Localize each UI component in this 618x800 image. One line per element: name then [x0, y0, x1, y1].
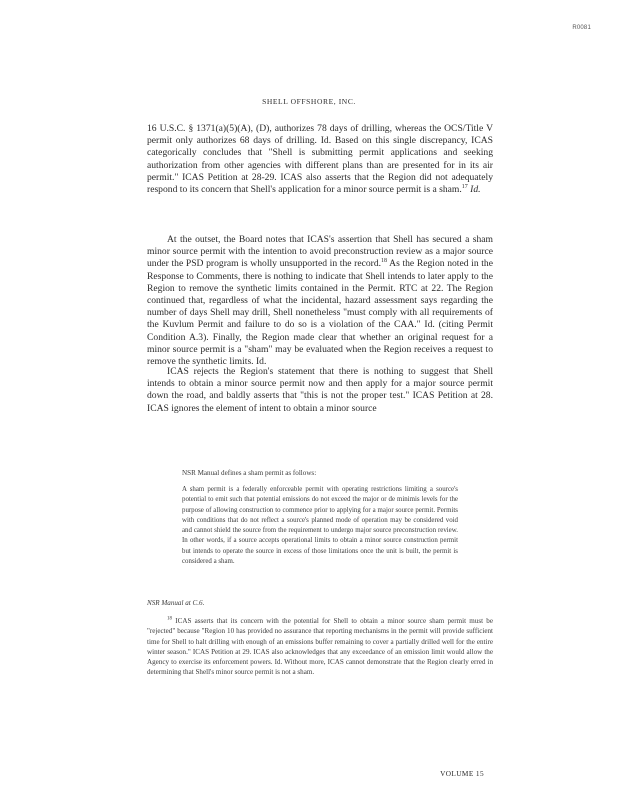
footnote-intro: NSR Manual defines a sham permit as follows: [182, 469, 317, 477]
paragraph-1-end: Id. [467, 184, 481, 196]
footnote-citation: NSR Manual at C.6. [147, 599, 205, 607]
footnote-blockquote: A sham permit is a federally enforceable permit with operating restrictions limiting a source's potential to emit such that potential emissions do not exceed the major or de minimis levels for the purpose of allowing construction to commence prior to applying for a major source permit. Permits with conditions that do not reflect a source's planned mode of operation may be considered void and cannot shield the source from the requirement to undergo major source preconstruction review. In other words, if a source accepts operational limits to obtain a minor source construction permit but intends to operate the source in excess of those limitations once the unit is built, the permit is considered a sham. [182, 486, 458, 566]
paragraph-1-text: 16 U.S.C. § 1371(a)(5)(A), (D), authorizes 78 days of drilling, whereas the OCS/Title V permit only authorizes 68 days of drilling. Id. Based on this single discrepancy, ICAS categorically concludes that "Shell is submitting permit applications and seeking authorization from other agencies with different plans than are presented for in its air permit." ICAS Petition at 28-29. ICAS also asserts that the Region did not adequately respond to its concern that Shell's application for a minor source permit is a sham. [147, 123, 493, 196]
footnote-18-text: ICAS asserts that its concern with the potential for Shell to obtain a minor source sham permit must be "rejected" because "Region 10 has provided no assurance that reporting mechanisms in the permit will provide sufficient time for Shell to halt drilling with enough of an emissions buffer remaining to cover a partially drilled well for the entire winter season." ICAS Petition at 29. ICAS also acknowledges that any exceedance of an emission limit would allow the Agency to exercise its enforcement powers. Id. Without more, ICAS cannot demonstrate that the Region clearly erred in determining that Shell's minor source permit is not a sham. [147, 617, 493, 677]
body-paragraph-3 [147, 366, 493, 415]
footnote-18-mark: 18 [167, 616, 172, 622]
body-paragraph-2 [147, 234, 493, 368]
paragraph-2-continuation: As the Region noted in the Response to Comments, there is nothing to indicate that Shell intends to later apply to the Region to remove the synthetic limits contained in the Permit. RTC at 22. The Region continued that, regardless of what the incidental, hazard assessment says regarding the number of days Shell may drill, Shell nonetheless "must comply with all requirements of the Kuvlum Permit and failure to do so is a violation of the CAA." Id. (citing Permit Condition A.3). Finally, the Region made clear that whether an original request for a minor source permit is a "sham" may be evaluated when the Region receives a request to remove the synthetic limits. Id. [147, 258, 493, 368]
footnote-ref-18: 18 [381, 258, 388, 265]
body-paragraph-1 [147, 123, 493, 196]
paragraph-3-text: ICAS rejects the Region's statement that there is nothing to suggest that Shell intends to obtain a minor source permit now and then apply for a major source permit down the road, and baldly asserts that "this is not the proper test." ICAS Petition at 28. ICAS ignores the element of intent to obtain a minor source [147, 366, 493, 414]
paragraph-2-text: At the outset, the Board notes that ICAS's assertion that Shell has secured a sham minor source permit with the intention to avoid preconstruction review as a major source under the PSD program is wholly unsupported in the record. [147, 234, 493, 270]
page-stamp: R0081 [572, 25, 591, 31]
running-head: SHELL OFFSHORE, INC. [262, 97, 356, 106]
volume-label: VOLUME 15 [440, 769, 484, 778]
footnote-ref-17: 17 [461, 183, 468, 190]
footnote-18 [147, 616, 493, 678]
